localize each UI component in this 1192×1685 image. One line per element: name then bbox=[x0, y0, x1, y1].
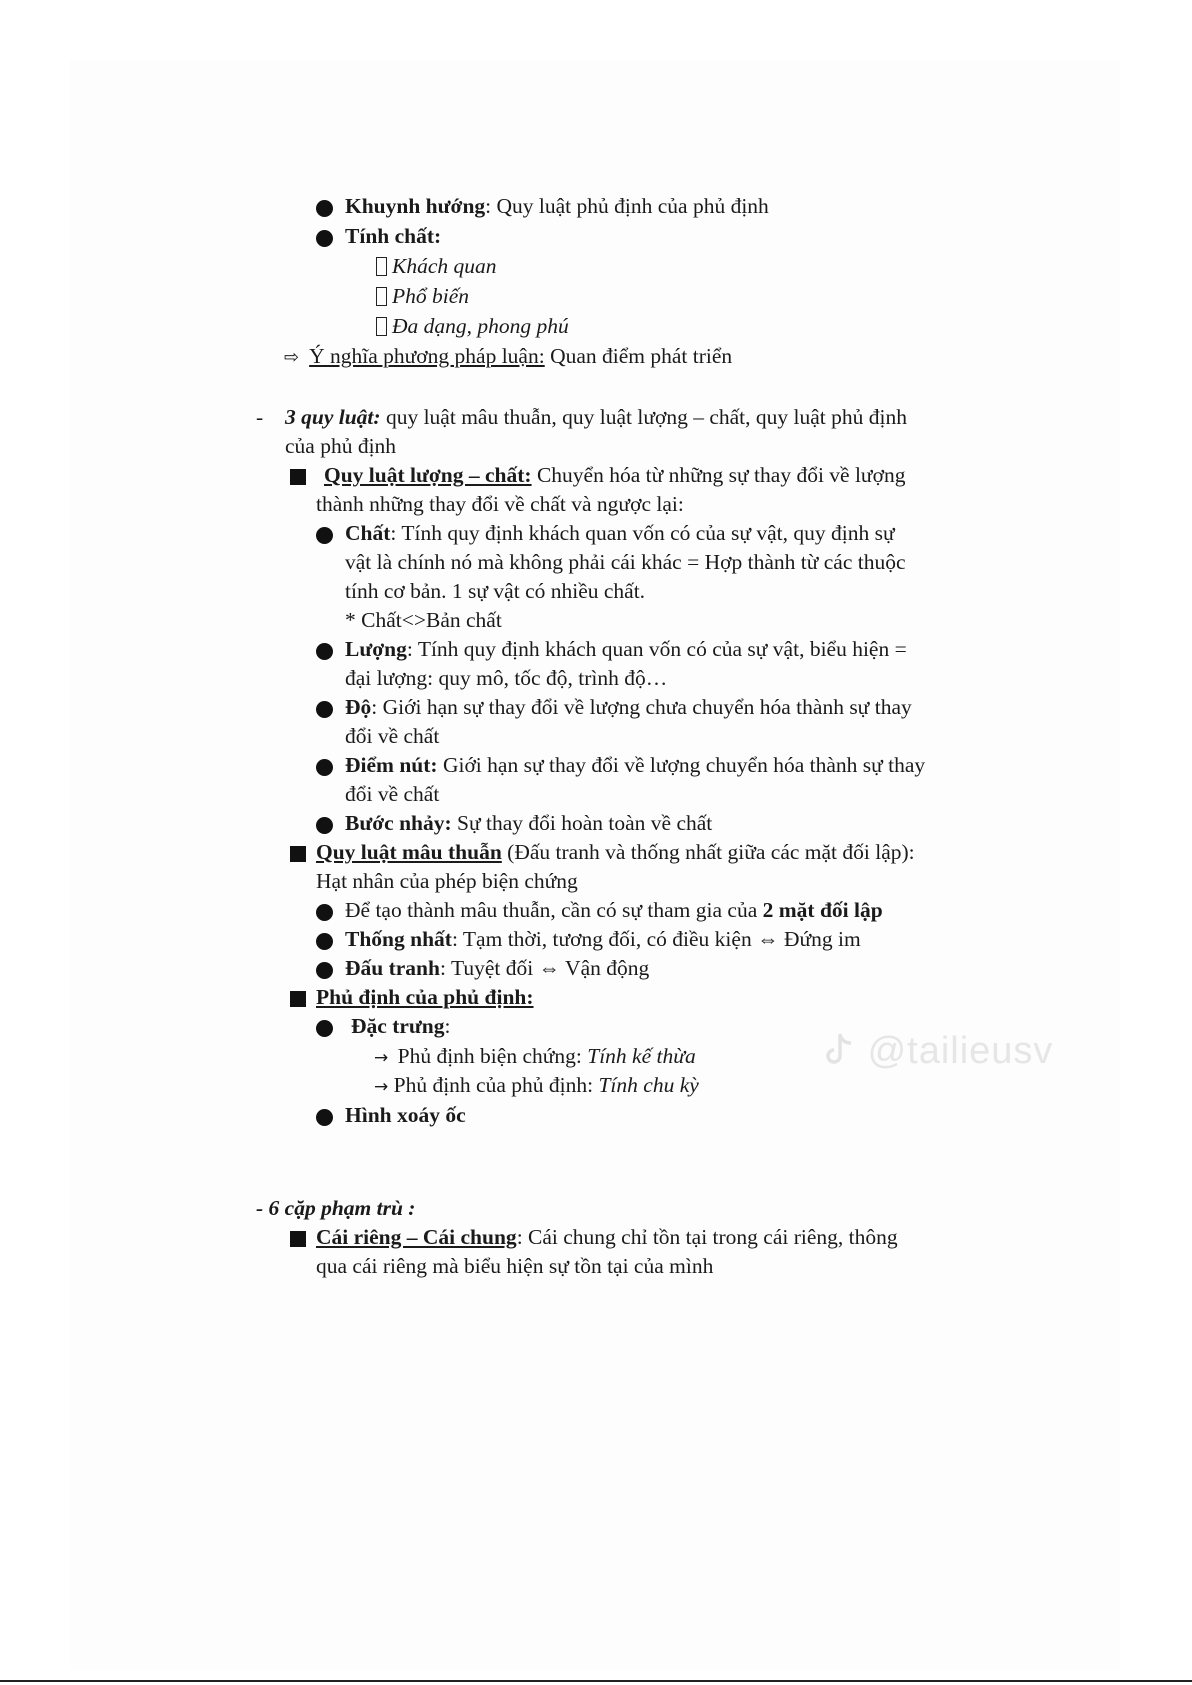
luong-line1: Lượng: Tính quy định khách quan vốn có của sự vật, biểu hiện = bbox=[345, 637, 907, 661]
bullet-dot-icon bbox=[316, 200, 333, 217]
bullet-dot-icon bbox=[316, 817, 333, 834]
bullet-square-icon bbox=[290, 846, 306, 862]
diem-nut-label: Điểm nút: bbox=[345, 753, 438, 777]
khuynh-huong-text: : Quy luật phủ định của phủ định bbox=[485, 194, 769, 218]
tinh-chat-label: Tính chất: bbox=[345, 224, 442, 248]
chat-line2: vật là chính nó mà không phải cái khác = Hợp thành từ các thuộc bbox=[345, 550, 906, 574]
y-nghia-line bbox=[284, 342, 732, 373]
mau-thuan-label: Quy luật mâu thuẫn bbox=[316, 840, 502, 864]
khuynh-huong-label: Khuynh hướng bbox=[345, 194, 486, 218]
rieng-chung-line1: Cái riêng – Cái chung: Cái chung chỉ tồn tại trong cái riêng, thông bbox=[316, 1225, 898, 1249]
bottom-edge-line bbox=[0, 1680, 1192, 1682]
bullet-square-icon bbox=[290, 991, 306, 1007]
box-icon bbox=[376, 317, 387, 336]
chat-line3: tính cơ bản. 1 sự vật có nhiều chất. bbox=[345, 579, 646, 603]
khuynh-huong-line bbox=[345, 192, 769, 222]
phu-dinh-item: → Phủ định của phủ định: Tính chu kỳ bbox=[374, 1073, 699, 1097]
double-arrow-icon: ⇨ bbox=[284, 347, 300, 368]
chat-line1: Chất: Tính quy định khách quan vốn có của sự vật, quy định sự bbox=[345, 521, 895, 545]
bullet-dot-icon bbox=[316, 933, 333, 950]
mau-thuan-line: Quy luật mâu thuẫn (Đấu tranh và thống nhất giữa các mặt đối lập): bbox=[316, 840, 915, 864]
diem-nut-line1: Điểm nút: Giới hạn sự thay đổi về lượng chuyển hóa thành sự thay bbox=[345, 753, 926, 777]
de-tao-line: Để tạo thành mâu thuẫn, cần có sự tham gia của 2 mặt đối lập bbox=[345, 898, 883, 922]
y-nghia-text: Quan điểm phát triển bbox=[544, 344, 733, 368]
y-nghia-label: Ý nghĩa phương pháp luận: bbox=[309, 344, 545, 368]
three-laws-line2: của phủ định bbox=[285, 434, 397, 458]
bullet-square-icon bbox=[290, 1231, 306, 1247]
luong-line2: đại lượng: quy mô, tốc độ, trình độ… bbox=[345, 666, 668, 690]
dac-trung-line: Đặc trưng: bbox=[351, 1014, 451, 1038]
bullet-dot-icon bbox=[316, 701, 333, 718]
mau-thuan-line2: Hạt nhân của phép biện chứng bbox=[316, 869, 578, 893]
phu-dinh-label: Phủ định của phủ định: bbox=[316, 985, 534, 1009]
bullet-dot-icon bbox=[316, 1109, 333, 1126]
bullet-square-icon bbox=[290, 469, 306, 485]
dau-tranh-line: Đấu tranh: Tuyệt đối ⇔ Vận động bbox=[345, 956, 650, 980]
three-laws-line: 3 quy luật: quy luật mâu thuẫn, quy luật lượng – chất, quy luật phủ định bbox=[285, 405, 907, 429]
do-line1: Độ: Giới hạn sự thay đổi về lượng chưa chuyển hóa thành sự thay bbox=[345, 695, 912, 719]
chat-note: * Chất<>Bản chất bbox=[345, 608, 502, 632]
right-arrow-icon: → bbox=[374, 1048, 389, 1068]
box-icon bbox=[376, 287, 387, 306]
buoc-nhay-line: Bước nhảy: Sự thay đổi hoàn toàn về chất bbox=[345, 811, 713, 835]
rieng-chung-label: Cái riêng – Cái chung bbox=[316, 1225, 517, 1249]
bullet-dot-icon bbox=[316, 230, 333, 247]
chat-label: Chất bbox=[345, 521, 391, 545]
three-laws-label: 3 quy luật: bbox=[285, 405, 381, 429]
do-line2: đổi về chất bbox=[345, 724, 440, 748]
luong-chat-line2: thành những thay đổi về chất và ngược lại: bbox=[316, 492, 684, 516]
hinh-xoay-oc: Hình xoáy ốc bbox=[345, 1103, 466, 1127]
tinh-chat-item: Đa dạng, phong phú bbox=[376, 312, 569, 342]
buoc-nhay-label: Bước nhảy: bbox=[345, 811, 452, 835]
six-pairs-label: - 6 cặp phạm trù : bbox=[256, 1196, 416, 1220]
hai-mat-doi-lap: 2 mặt đối lập bbox=[762, 898, 883, 922]
bullet-dot-icon bbox=[316, 1020, 333, 1037]
thong-nhat-label: Thống nhất bbox=[345, 927, 452, 951]
tinh-chat-item: Phổ biến bbox=[376, 282, 469, 312]
bullet-dot-icon bbox=[316, 527, 333, 544]
tiktok-icon bbox=[822, 1030, 868, 1072]
diem-nut-line2: đổi về chất bbox=[345, 782, 440, 806]
dac-trung-label: Đặc trưng bbox=[351, 1014, 445, 1038]
bullet-dot-icon bbox=[316, 904, 333, 921]
watermark bbox=[822, 1030, 1053, 1073]
rieng-chung-line2: qua cái riêng mà biểu hiện sự tồn tại của mình bbox=[316, 1254, 714, 1278]
bullet-dot-icon bbox=[316, 962, 333, 979]
thong-nhat-line: Thống nhất: Tạm thời, tương đối, có điều kiện ⇔ Đứng im bbox=[345, 927, 861, 951]
watermark-text: @tailieusv bbox=[867, 1030, 1054, 1072]
tinh-chat-item: Khách quan bbox=[376, 252, 497, 282]
bullet-dot-icon bbox=[316, 643, 333, 660]
luong-chat-line: Quy luật lượng – chất: Chuyển hóa từ những sự thay đổi về lượng bbox=[324, 463, 906, 487]
three-laws-dash: - bbox=[256, 405, 264, 429]
phu-dinh-item: → Phủ định biện chứng: Tính kế thừa bbox=[374, 1044, 696, 1068]
luong-label: Lượng bbox=[345, 637, 407, 661]
luong-chat-label: Quy luật lượng – chất: bbox=[324, 463, 532, 487]
box-icon bbox=[376, 257, 387, 276]
bullet-dot-icon bbox=[316, 759, 333, 776]
do-label: Độ bbox=[345, 695, 372, 719]
right-arrow-icon: → bbox=[374, 1077, 389, 1097]
dau-tranh-label: Đấu tranh bbox=[345, 956, 440, 980]
